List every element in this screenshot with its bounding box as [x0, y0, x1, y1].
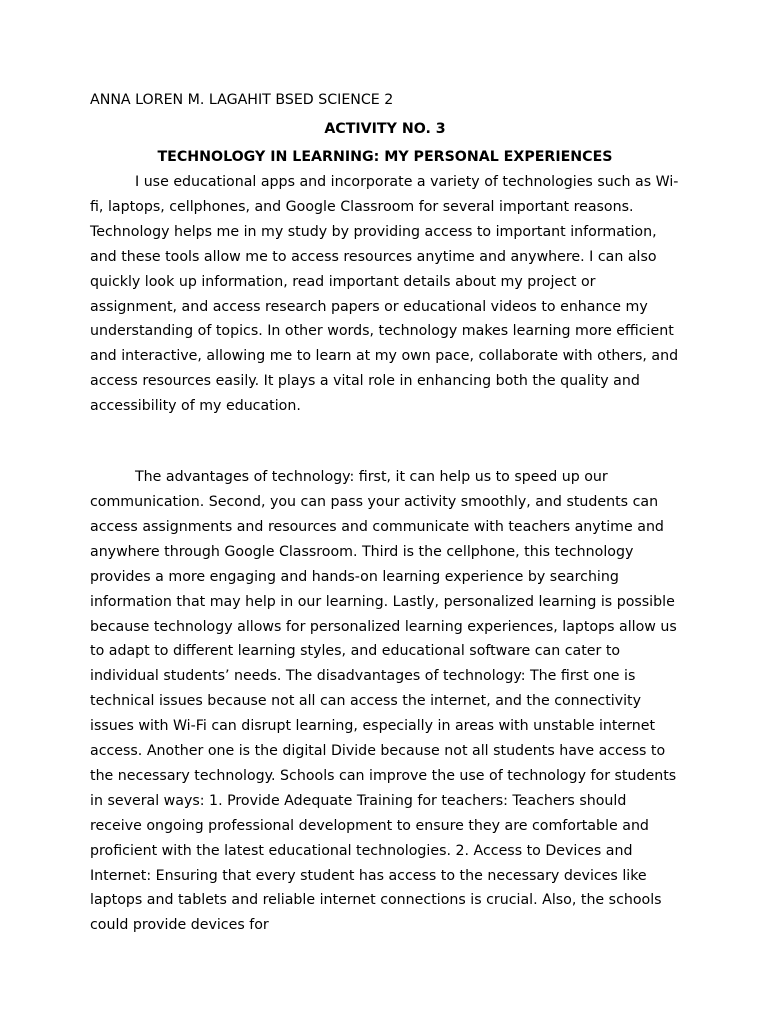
- paragraph: The advantages of technology: first, it can help us to speed up our communication. Second, you can pass your activity smoothly, and students can access assignments and resources and communicate with teachers anytime and anywhere through Google Classroom. Third is the cellphone, this technology provides a more engaging and hands-on learning experience by searching information that may help in our learning. Lastly, personalized learning is possible because technology allows for personalized learning experiences, laptops allow us to adapt to different learning styles, and educational software can cater to individual students’ needs. The disadvantages of technology: The first one is technical issues because not all can access the internet, and the connectivity issues with Wi-Fi can disrupt learning, especially in areas with unstable internet access. Another one is the digital Divide because not all students have access to the necessary technology. Schools can improve the use of technology for students in several ways: 1. Provide Adequate Training for teachers: Teachers should receive ongoing professional development to ensure they are comfortable and proficient with the latest educational technologies. 2. Access to Devices and Internet: Ensuring that every student has access to the necessary devices like laptops and tablets and reliable internet connections is crucial. Also, the schools could provide devices for: [90, 469, 677, 934]
- paragraph: I use educational apps and incorporate a variety of technologies such as Wi-fi, laptops, cellphones, and Google Classroom for several important reasons. Technology helps me in my study by providing access to important information, and these tools allow me to access resources anytime and anywhere. I can also quickly look up information, read important details about my project or assignment, and access research papers or educational videos to enhance my understanding of topics. In other words, technology makes learning more efficient and interactive, allowing me to learn at my own pace, collaborate with others, and access resources easily. It plays a vital role in enhancing both the quality and accessibility of my education.: [90, 174, 679, 415]
- essay-title: TECHNOLOGY IN LEARNING: MY PERSONAL EXPERIENCES: [157, 149, 613, 165]
- activity-title: ACTIVITY NO. 3: [324, 121, 446, 137]
- author-line: ANNA LOREN M. LAGAHIT BSED SCIENCE 2: [90, 92, 394, 108]
